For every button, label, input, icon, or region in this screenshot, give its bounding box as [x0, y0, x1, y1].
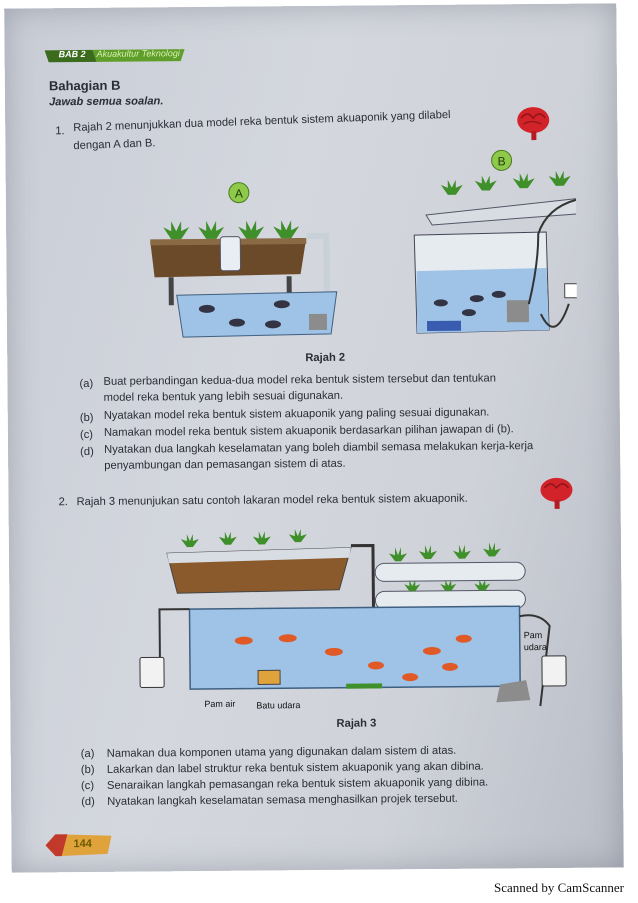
label-pam-udara-2: udara [523, 641, 547, 653]
q2-line1: Rajah 3 menunjukan satu contoh lakaran model reka bentuk sistem akuaponik. [76, 492, 468, 509]
model-b [414, 150, 578, 333]
q1d-line2: penyambungan dan pemasangan sistem di atas. [104, 457, 346, 472]
chapter-tag: BAB 2 [58, 48, 86, 60]
power-socket-icon [565, 284, 578, 298]
q1-number: 1. [55, 125, 65, 138]
model-a [150, 182, 337, 338]
page-number: 144 [73, 837, 92, 851]
label-b: B [497, 154, 506, 169]
q1c-line1: Namakan model reka bentuk sistem akuaponik berdasarkan pilihan jawapan di (b). [103, 423, 514, 439]
label-batu-udara: Batu udara [256, 700, 301, 711]
q2c-label: (c) [80, 779, 95, 793]
chapter-banner [45, 47, 185, 64]
power-socket-icon [542, 656, 566, 686]
q2d-label: (d) [81, 795, 95, 809]
q2c-text: Senaraikan langkah pemasangan reka bentuk sistem akuaponik yang dibina. [106, 776, 489, 792]
label-a: A [234, 186, 243, 201]
q2a-text: Namakan dua komponen utama yang digunakan dalam sistem di atas. [106, 744, 457, 760]
power-socket-icon [140, 657, 164, 687]
q1-line2: dengan A dan B. [73, 137, 156, 153]
figure-rajah-2 [95, 144, 577, 358]
page-number-badge [45, 834, 115, 857]
brain-icon [536, 474, 578, 514]
scanner-footer: Scanned by CamScanner [494, 880, 624, 895]
q2b-label: (b) [80, 763, 95, 777]
q1a-label: (a) [79, 377, 94, 391]
plant-icon [441, 171, 571, 195]
q2-number: 2. [58, 496, 68, 509]
q1b-label: (b) [79, 411, 94, 425]
chapter-title: Akuakultur Teknologi [96, 48, 180, 59]
q1b-line1: Nyatakan model reka bentuk sistem akuaponik yang paling sesuai digunakan. [103, 406, 490, 422]
rajah-2-caption: Rajah 2 [305, 351, 346, 365]
section-title: Bahagian B [48, 77, 121, 94]
section-instruction: Jawab semua soalan. [49, 95, 164, 109]
label-pam-air: Pam air [204, 698, 236, 709]
rajah-3-caption: Rajah 3 [336, 717, 377, 730]
q1-line1: Rajah 2 menunjukkan dua model reka bentuk sistem akuaponik yang dilabel [73, 108, 451, 135]
air-stone [346, 683, 382, 688]
q2b-text: Lakarkan dan label struktur reka bentuk sistem akuaponik yang akan dibina. [106, 760, 484, 776]
textbook-page [4, 3, 624, 872]
plant-icon [181, 529, 307, 547]
q2d-text: Nyatakan langkah keselamatan semasa menghasilkan projek tersebut. [107, 792, 458, 808]
q1d-label: (d) [80, 445, 94, 459]
q1d-line1: Nyatakan dua langkah keselamatan yang boleh diambil semasa melakukan kerja-kerja [104, 440, 534, 456]
label-pam-udara-1: Pam [523, 630, 543, 641]
pump-icon [258, 670, 280, 684]
q1a-line2: model reka bentuk yang lebih sesuai digunakan. [103, 389, 344, 404]
q2a-label: (a) [80, 747, 95, 761]
q1c-label: (c) [79, 428, 94, 442]
figure-rajah-3 [119, 516, 581, 715]
q1a-line1: Buat perbandingan kedua-dua model reka bentuk sistem tersebut dan tentukan [103, 372, 496, 388]
brain-icon [513, 102, 555, 144]
